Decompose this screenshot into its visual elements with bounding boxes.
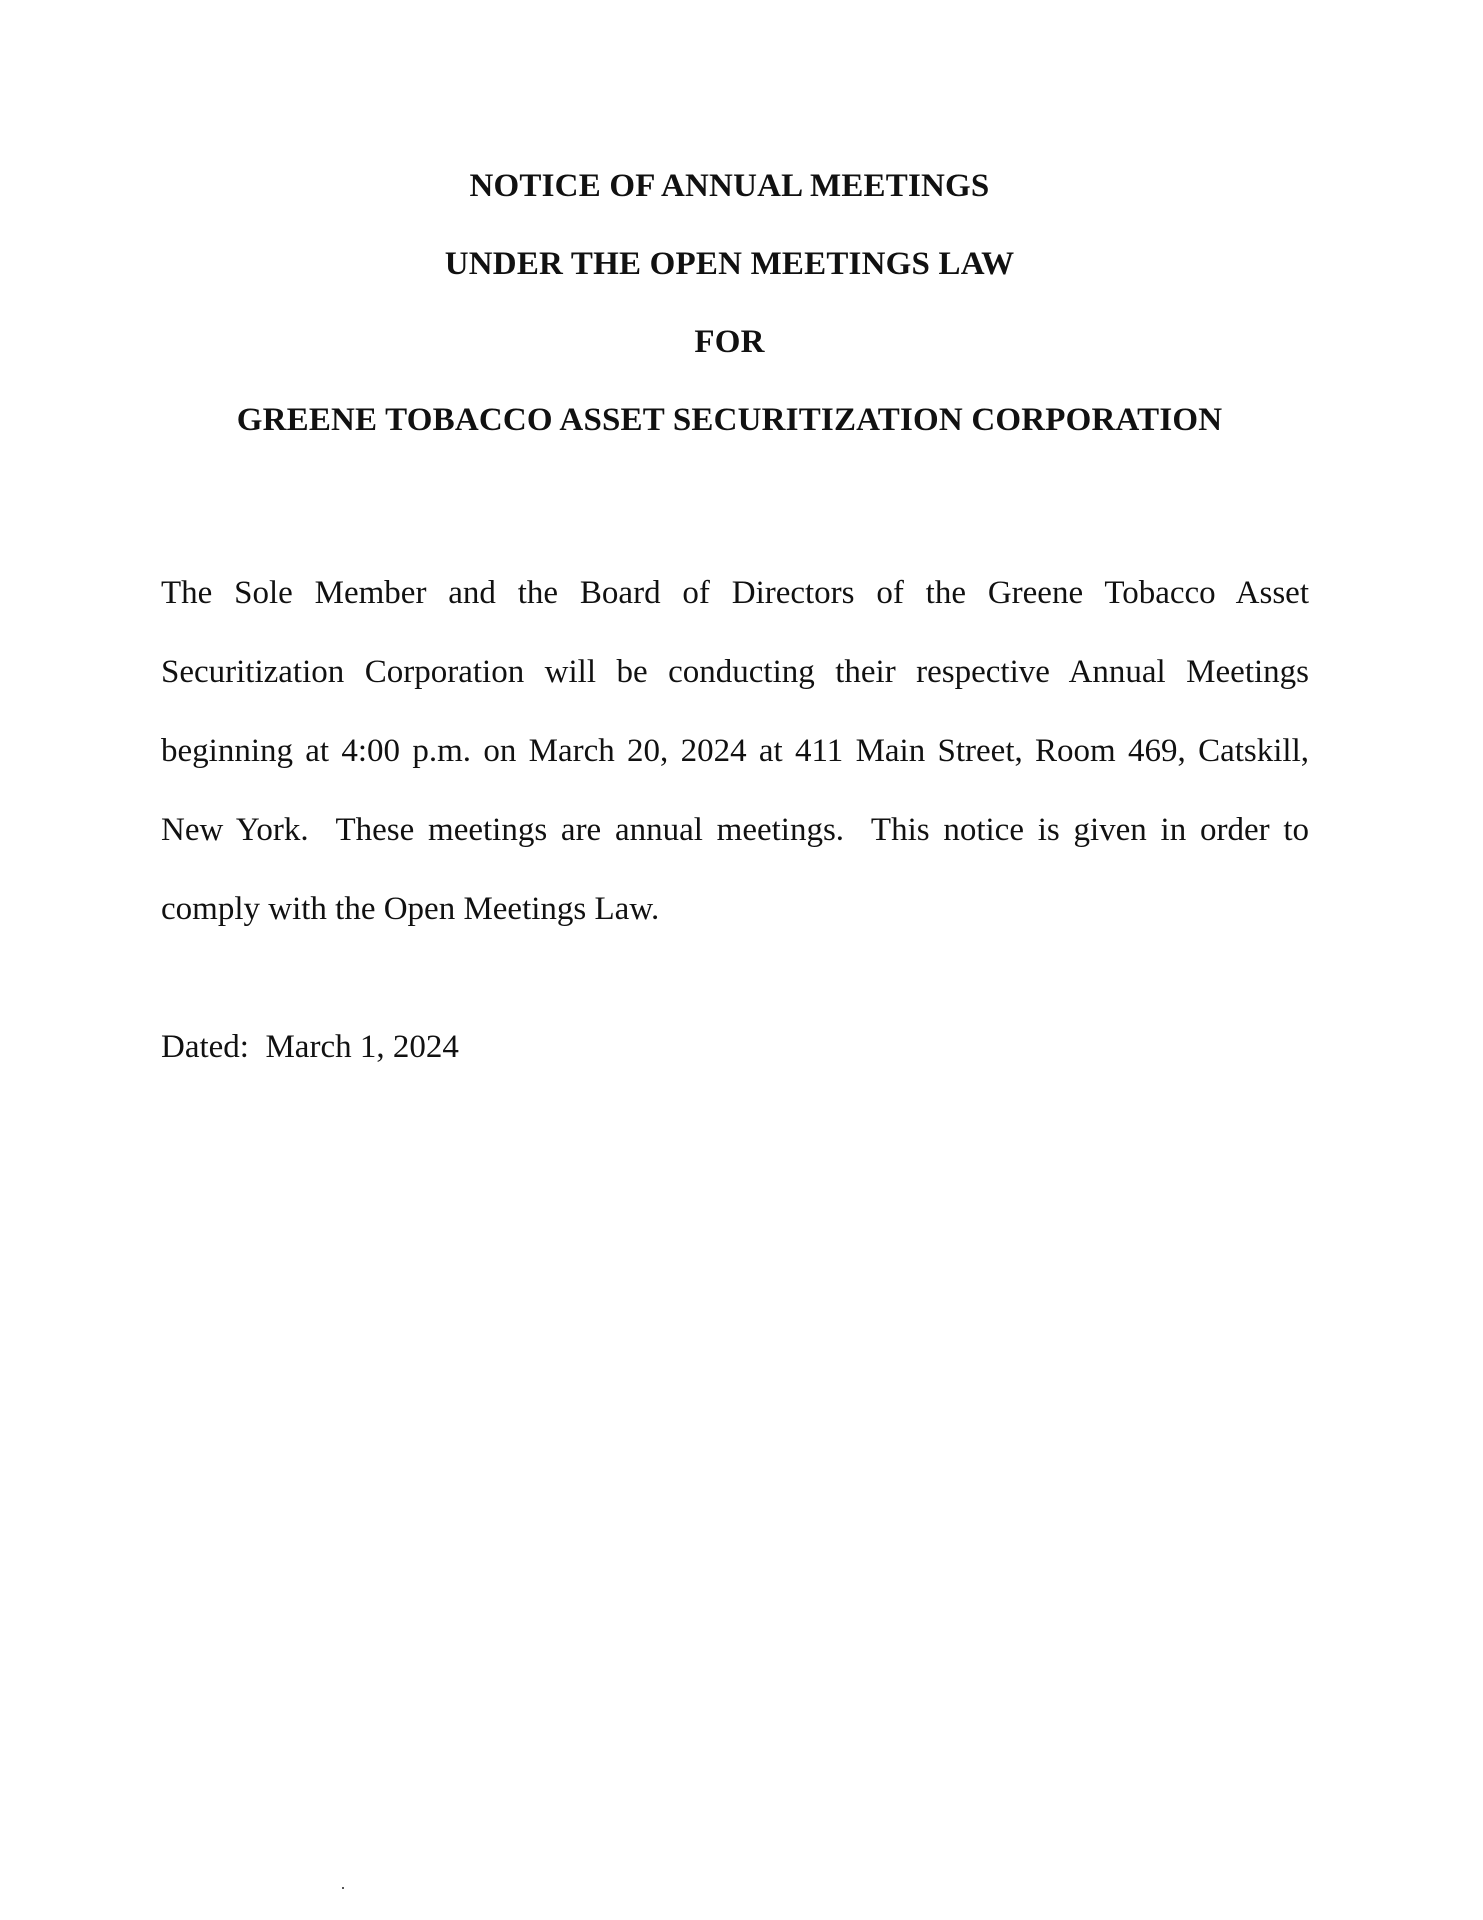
corporation-name: GREENE TOBACCO ASSET SECURITIZATION CORPORATION: [236, 402, 1223, 438]
notice-body: The Sole Member and the Board of Directors of the Greene Tobacco Asset Securitization Corporation will be conducting their respective Annual Meetings beginning at 4:00 p.m. on March 20, 2024 at 411 Main Street, Room 469, Catskill, New York. These meetings are annual meetings. This notice is given in order to comply with the Open Meetings Law.: [161, 575, 1318, 927]
notice-subtitle-for: FOR: [694, 324, 765, 360]
notice-subtitle-law: UNDER THE OPEN MEETINGS LAW: [444, 246, 1015, 282]
notice-title: NOTICE OF ANNUAL MEETINGS: [469, 168, 990, 204]
dated-line: Dated: March 1, 2024: [161, 1029, 459, 1065]
scan-speck: [342, 1887, 344, 1889]
